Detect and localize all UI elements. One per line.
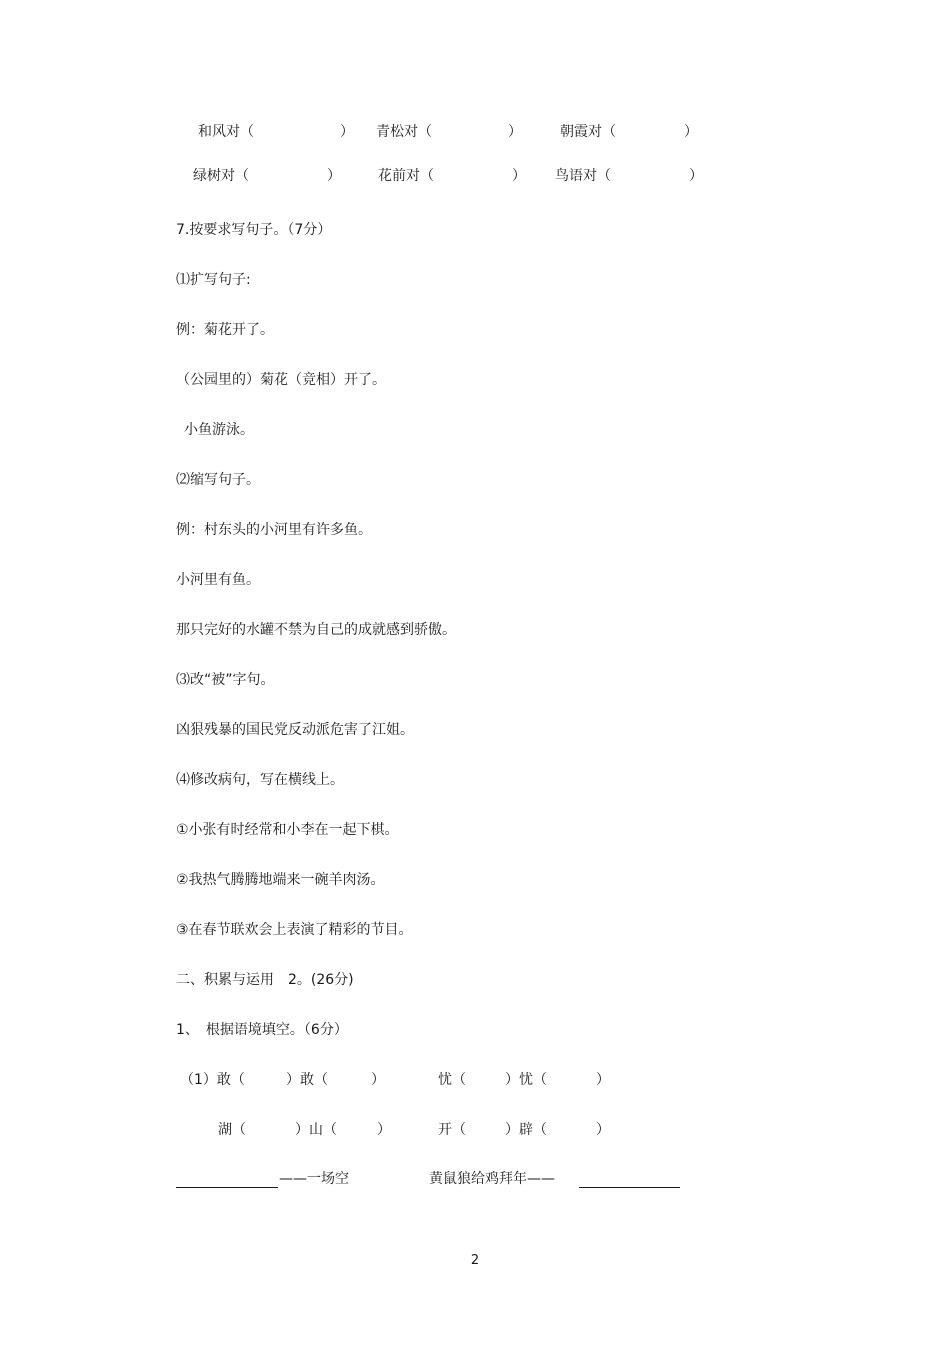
question-title: 7.按要求写句子。（7分） (176, 222, 332, 238)
faulty-sentence: ③在春节联欢会上表演了精彩的节目。 (176, 922, 413, 938)
section-title: 二、积累与运用 2。(26分) (176, 972, 354, 988)
example-sentence: 例：菊花开了。 (176, 322, 274, 338)
task-sentence: 小鱼游泳。 (184, 422, 254, 438)
pair-label: 绿树对（ (193, 168, 249, 184)
pair-label: 朝霞对（ (560, 124, 616, 140)
fill-blank-label: 忧（ (438, 1072, 466, 1088)
subquestion-title: ⑷修改病句，写在横线上。 (176, 772, 344, 788)
fill-blank-label: ）辟（ (505, 1122, 547, 1138)
fill-blank-label: ）山（ (295, 1122, 337, 1138)
example-answer: 小河里有鱼。 (176, 572, 260, 588)
answer-line[interactable] (579, 1187, 680, 1188)
pair-label: 青松对（ (376, 124, 432, 140)
question-title: 1、 根据语境填空。（6分） (176, 1022, 348, 1038)
task-sentence: 凶狠残暴的国民党反动派危害了江姐。 (176, 722, 414, 738)
fill-blank-close: ） (596, 1122, 610, 1138)
subquestion-title: ⑵缩写句子。 (176, 472, 260, 488)
faulty-sentence: ①小张有时经常和小李在一起下棋。 (176, 822, 399, 838)
pair-label: 鸟语对（ (555, 168, 611, 184)
pair-close: ） (684, 124, 698, 140)
subquestion-title: ⑶改“被”字句。 (176, 672, 275, 688)
subquestion-title: ⑴扩写句子: (176, 272, 251, 288)
example-sentence: 例：村东头的小河里有许多鱼。 (176, 522, 372, 538)
pair-label: 花前对（ (378, 168, 434, 184)
answer-line[interactable] (176, 1187, 278, 1188)
faulty-sentence: ②我热气腾腾地端来一碗羊肉汤。 (176, 872, 385, 888)
task-sentence: 那只完好的水罐不禁为自己的成就感到骄傲。 (176, 622, 456, 638)
pair-close: ） (340, 124, 354, 140)
fill-blank-label: （1）敢（ (180, 1072, 245, 1088)
fill-blank-close: ） (596, 1072, 610, 1088)
fill-blank-label: 湖（ (218, 1122, 246, 1138)
fill-blank-label: ）忧（ (505, 1072, 547, 1088)
pair-close: ） (512, 168, 526, 184)
pair-close: ） (508, 124, 522, 140)
fill-blank-label: ）敢（ (286, 1072, 328, 1088)
fill-blank-label: 开（ (438, 1122, 466, 1138)
idiom-text: 黄鼠狼给鸡拜年—— (429, 1171, 555, 1187)
fill-blank-close: ） (371, 1072, 385, 1088)
fill-blank-close: ） (377, 1122, 391, 1138)
page-number: 2 (470, 1253, 480, 1268)
pair-close: ） (327, 168, 341, 184)
pair-label: 和风对（ (198, 124, 254, 140)
pair-close: ） (689, 168, 703, 184)
idiom-text: ——一场空 (279, 1171, 349, 1187)
example-answer: （公园里的）菊花（竞相）开了。 (176, 372, 386, 388)
